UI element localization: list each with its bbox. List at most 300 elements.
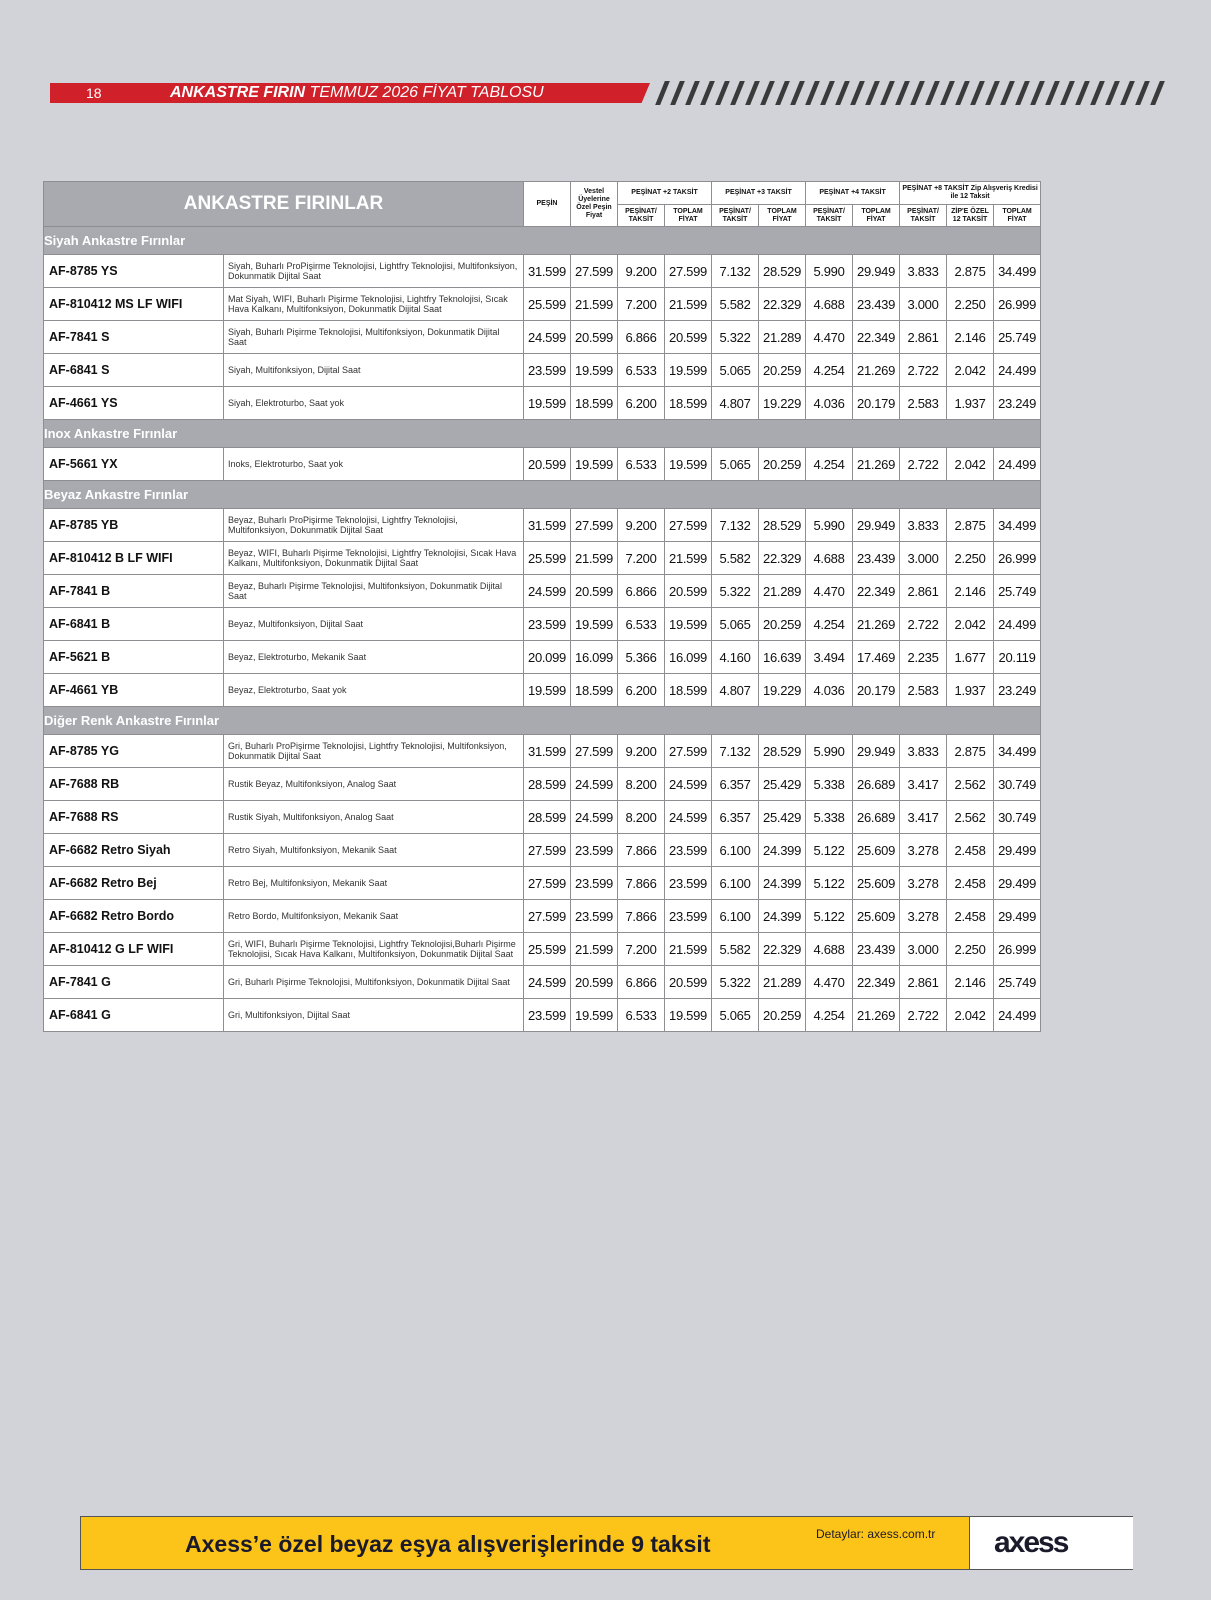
stripe-decoration — [1030, 81, 1045, 105]
price-cell: 30.749 — [994, 801, 1041, 834]
banner-detail: Detaylar: axess.com.tr — [816, 1527, 936, 1541]
price-cell: 24.499 — [994, 999, 1041, 1032]
model-cell: AF-6682 Retro Siyah — [44, 834, 224, 867]
page-number: 18 — [86, 85, 102, 101]
price-cell: 5.122 — [806, 867, 853, 900]
price-cell: 2.458 — [947, 834, 994, 867]
table-row — [44, 575, 1041, 608]
model-cell: AF-7688 RB — [44, 768, 224, 801]
price-cell: 6.200 — [618, 674, 665, 707]
axess-logo-text: axess — [994, 1526, 1068, 1559]
price-cell: 2.562 — [947, 801, 994, 834]
stripe-decoration — [805, 81, 820, 105]
category-title: Beyaz Ankastre Fırınlar — [44, 481, 1041, 509]
price-cell: 24.599 — [571, 801, 618, 834]
price-cell: 28.529 — [759, 255, 806, 288]
price-cell: 1.677 — [947, 641, 994, 674]
table-row — [44, 387, 1041, 420]
price-cell: 21.269 — [853, 999, 900, 1032]
axess-banner — [80, 1516, 1133, 1570]
stripe-decoration — [655, 81, 670, 105]
price-cell: 9.200 — [618, 735, 665, 768]
price-cell: 16.099 — [665, 641, 712, 674]
price-cell: 25.609 — [853, 867, 900, 900]
col-pesin: PEŞİN — [524, 182, 571, 227]
price-cell: 27.599 — [524, 900, 571, 933]
price-cell: 5.122 — [806, 834, 853, 867]
price-cell: 3.417 — [900, 801, 947, 834]
stripe-decoration — [1150, 81, 1165, 105]
banner-text: Axess’e özel beyaz eşya alışverişlerinde 9 taksit — [185, 1531, 711, 1557]
description-cell: Beyaz, WIFI, Buharlı Pişirme Teknolojisi, Lightfry Teknolojisi, Sıcak Hava Kalkanı, Multifonksiyon, Dokunmatik Dijital Saat — [224, 542, 524, 575]
price-cell: 28.529 — [759, 735, 806, 768]
price-cell: 5.366 — [618, 641, 665, 674]
table-row — [44, 255, 1041, 288]
price-cell: 19.599 — [665, 448, 712, 481]
model-cell: AF-6841 B — [44, 608, 224, 641]
price-cell: 6.866 — [618, 321, 665, 354]
price-cell: 27.599 — [665, 735, 712, 768]
table-row — [44, 735, 1041, 768]
price-cell: 18.599 — [665, 387, 712, 420]
table-row — [44, 542, 1041, 575]
col-vestel-price: Vestel Üyelerine Özel Peşin Fiyat — [571, 182, 618, 227]
table-title: ANKASTRE FIRINLAR — [44, 182, 524, 227]
price-cell: 23.439 — [853, 933, 900, 966]
price-cell: 22.329 — [759, 288, 806, 321]
price-cell: 26.999 — [994, 288, 1041, 321]
model-cell: AF-6682 Retro Bej — [44, 867, 224, 900]
price-cell: 5.322 — [712, 575, 759, 608]
stripe-decoration — [940, 81, 955, 105]
price-cell: 29.949 — [853, 509, 900, 542]
price-cell: 4.688 — [806, 542, 853, 575]
stripe-decoration — [1045, 81, 1060, 105]
price-cell: 25.429 — [759, 768, 806, 801]
model-cell: AF-6682 Retro Bordo — [44, 900, 224, 933]
price-cell: 23.599 — [665, 900, 712, 933]
stripe-decoration — [700, 81, 715, 105]
price-cell: 7.132 — [712, 735, 759, 768]
description-cell: Gri, Buharlı ProPişirme Teknolojisi, Lightfry Teknolojisi, Multifonksiyon, Dokunmatik Dijital Saat — [224, 735, 524, 768]
model-cell: AF-6841 G — [44, 999, 224, 1032]
price-cell: 21.269 — [853, 608, 900, 641]
price-cell: 20.259 — [759, 448, 806, 481]
price-cell: 4.688 — [806, 933, 853, 966]
price-cell: 23.599 — [524, 999, 571, 1032]
stripe-decoration — [715, 81, 730, 105]
model-cell: AF-8785 YB — [44, 509, 224, 542]
price-cell: 27.599 — [571, 735, 618, 768]
price-cell: 8.200 — [618, 801, 665, 834]
price-cell: 2.722 — [900, 999, 947, 1032]
price-cell: 27.599 — [665, 509, 712, 542]
stripe-decoration — [670, 81, 685, 105]
price-cell: 4.807 — [712, 674, 759, 707]
description-cell: Siyah, Multifonksiyon, Dijital Saat — [224, 354, 524, 387]
category-title: Diğer Renk Ankastre Fırınlar — [44, 707, 1041, 735]
category-row — [44, 227, 1041, 255]
price-cell: 5.322 — [712, 321, 759, 354]
model-cell: AF-7841 G — [44, 966, 224, 999]
price-cell: 20.259 — [759, 354, 806, 387]
group-3-taksit: PEŞİNAT +3 TAKSİT — [712, 182, 806, 205]
price-cell: 34.499 — [994, 255, 1041, 288]
price-cell: 2.861 — [900, 321, 947, 354]
price-cell: 23.249 — [994, 387, 1041, 420]
price-cell: 6.533 — [618, 999, 665, 1032]
price-cell: 25.429 — [759, 801, 806, 834]
price-cell: 2.583 — [900, 674, 947, 707]
price-cell: 1.937 — [947, 674, 994, 707]
stripe-decoration — [895, 81, 910, 105]
price-cell: 4.688 — [806, 288, 853, 321]
price-cell: 8.200 — [618, 768, 665, 801]
price-cell: 2.042 — [947, 448, 994, 481]
price-cell: 30.749 — [994, 768, 1041, 801]
price-cell: 19.599 — [571, 608, 618, 641]
price-cell: 2.250 — [947, 933, 994, 966]
description-cell: Beyaz, Buharlı Pişirme Teknolojisi, Multifonksiyon, Dokunmatik Dijital Saat — [224, 575, 524, 608]
price-cell: 24.499 — [994, 354, 1041, 387]
price-cell: 27.599 — [524, 834, 571, 867]
description-cell: Siyah, Elektroturbo, Saat yok — [224, 387, 524, 420]
price-cell: 5.582 — [712, 933, 759, 966]
price-cell: 22.349 — [853, 966, 900, 999]
price-cell: 2.458 — [947, 867, 994, 900]
price-cell: 1.937 — [947, 387, 994, 420]
description-cell: Gri, WIFI, Buharlı Pişirme Teknolojisi, Lightfry Teknolojisi,Buharlı Pişirme Teknolojisi, Sıcak Hava Kalkanı, Multifonksiyon, Dokunmatik Dijital Saat — [224, 933, 524, 966]
price-cell: 27.599 — [665, 255, 712, 288]
price-cell: 23.599 — [571, 900, 618, 933]
price-cell: 5.065 — [712, 999, 759, 1032]
page-header — [50, 80, 1162, 106]
price-cell: 4.160 — [712, 641, 759, 674]
table-row — [44, 288, 1041, 321]
description-cell: Mat Siyah, WIFI, Buharlı Pişirme Teknolojisi, Lightfry Teknolojisi, Sıcak Hava Kalkanı, Multifonksiyon, Dokunmatik Dijital Saat — [224, 288, 524, 321]
table-body — [44, 227, 1041, 1032]
price-table — [43, 181, 1041, 1032]
model-cell: AF-810412 B LF WIFI — [44, 542, 224, 575]
price-cell: 26.689 — [853, 768, 900, 801]
model-cell: AF-7841 S — [44, 321, 224, 354]
price-cell: 22.349 — [853, 321, 900, 354]
price-cell: 23.249 — [994, 674, 1041, 707]
stripe-decoration — [925, 81, 940, 105]
price-cell: 3.833 — [900, 735, 947, 768]
price-cell: 23.439 — [853, 288, 900, 321]
description-cell: Retro Siyah, Multifonksiyon, Mekanik Saat — [224, 834, 524, 867]
price-cell: 6.100 — [712, 900, 759, 933]
model-cell: AF-4661 YB — [44, 674, 224, 707]
stripe-decoration — [835, 81, 850, 105]
price-cell: 21.599 — [665, 542, 712, 575]
price-cell: 2.042 — [947, 354, 994, 387]
category-row — [44, 420, 1041, 448]
price-cell: 22.329 — [759, 542, 806, 575]
stripe-decoration — [910, 81, 925, 105]
price-cell: 28.599 — [524, 801, 571, 834]
price-cell: 2.042 — [947, 608, 994, 641]
table-row — [44, 966, 1041, 999]
price-cell: 5.338 — [806, 768, 853, 801]
axess-logo — [969, 1517, 1133, 1569]
price-cell: 2.861 — [900, 575, 947, 608]
stripe-decoration — [820, 81, 835, 105]
table-row — [44, 834, 1041, 867]
price-cell: 3.417 — [900, 768, 947, 801]
description-cell: Gri, Buharlı Pişirme Teknolojisi, Multifonksiyon, Dokunmatik Dijital Saat — [224, 966, 524, 999]
price-cell: 4.807 — [712, 387, 759, 420]
price-cell: 31.599 — [524, 509, 571, 542]
sub-pesinat-3: PEŞİNAT/ TAKSİT — [712, 205, 759, 227]
price-cell: 19.599 — [665, 608, 712, 641]
model-cell: AF-810412 G LF WIFI — [44, 933, 224, 966]
sub-pesinat-8: PEŞİNAT/ TAKSİT — [900, 205, 947, 227]
price-cell: 3.278 — [900, 867, 947, 900]
price-cell: 6.866 — [618, 575, 665, 608]
price-cell: 23.599 — [665, 834, 712, 867]
price-cell: 2.583 — [900, 387, 947, 420]
price-cell: 5.990 — [806, 509, 853, 542]
model-cell: AF-810412 MS LF WIFI — [44, 288, 224, 321]
description-cell: Beyaz, Multifonksiyon, Dijital Saat — [224, 608, 524, 641]
price-cell: 5.990 — [806, 255, 853, 288]
price-cell: 2.250 — [947, 542, 994, 575]
price-cell: 20.599 — [665, 966, 712, 999]
table-row — [44, 354, 1041, 387]
stripe-decoration — [760, 81, 775, 105]
stripe-decoration — [775, 81, 790, 105]
price-cell: 20.179 — [853, 674, 900, 707]
price-cell: 7.200 — [618, 933, 665, 966]
price-cell: 3.494 — [806, 641, 853, 674]
price-cell: 19.229 — [759, 674, 806, 707]
price-cell: 25.749 — [994, 966, 1041, 999]
price-cell: 27.599 — [571, 255, 618, 288]
price-cell: 25.609 — [853, 834, 900, 867]
price-cell: 24.499 — [994, 608, 1041, 641]
price-cell: 5.990 — [806, 735, 853, 768]
price-cell: 24.499 — [994, 448, 1041, 481]
price-cell: 26.999 — [994, 542, 1041, 575]
price-cell: 25.749 — [994, 575, 1041, 608]
price-cell: 24.599 — [524, 575, 571, 608]
price-cell: 21.289 — [759, 575, 806, 608]
price-cell: 2.722 — [900, 448, 947, 481]
stripe-decoration — [745, 81, 760, 105]
price-cell: 6.200 — [618, 387, 665, 420]
stripe-decoration — [730, 81, 745, 105]
sub-pesinat-2: PEŞİNAT/ TAKSİT — [618, 205, 665, 227]
price-cell: 3.000 — [900, 542, 947, 575]
price-cell: 22.329 — [759, 933, 806, 966]
price-cell: 20.599 — [571, 966, 618, 999]
price-cell: 19.599 — [524, 387, 571, 420]
price-cell: 5.065 — [712, 448, 759, 481]
price-cell: 24.399 — [759, 867, 806, 900]
price-cell: 31.599 — [524, 255, 571, 288]
price-cell: 24.599 — [665, 768, 712, 801]
stripe-decoration — [985, 81, 1000, 105]
price-cell: 21.599 — [665, 933, 712, 966]
description-cell: Siyah, Buharlı ProPişirme Teknolojisi, Lightfry Teknolojisi, Multifonksiyon, Dokunmatik Dijital Saat — [224, 255, 524, 288]
description-cell: Beyaz, Buharlı ProPişirme Teknolojisi, Lightfry Teknolojisi, Multifonksiyon, Dokunmatik Dijital Saat — [224, 509, 524, 542]
category-row — [44, 707, 1041, 735]
sub-toplam-3: TOPLAM FİYAT — [759, 205, 806, 227]
price-cell: 3.278 — [900, 900, 947, 933]
price-cell: 2.042 — [947, 999, 994, 1032]
group-2-taksit: PEŞİNAT +2 TAKSİT — [618, 182, 712, 205]
price-cell: 2.250 — [947, 288, 994, 321]
price-cell: 5.122 — [806, 900, 853, 933]
price-cell: 24.599 — [665, 801, 712, 834]
price-cell: 23.599 — [524, 354, 571, 387]
price-cell: 22.349 — [853, 575, 900, 608]
description-cell: Gri, Multifonksiyon, Dijital Saat — [224, 999, 524, 1032]
price-cell: 7.132 — [712, 509, 759, 542]
price-cell: 3.278 — [900, 834, 947, 867]
price-cell: 23.599 — [665, 867, 712, 900]
price-cell: 21.289 — [759, 966, 806, 999]
price-cell: 25.599 — [524, 542, 571, 575]
sub-toplam-4: TOPLAM FİYAT — [853, 205, 900, 227]
price-cell: 5.582 — [712, 288, 759, 321]
stripe-decoration — [1135, 81, 1150, 105]
price-cell: 21.599 — [571, 542, 618, 575]
stripe-decoration — [1060, 81, 1075, 105]
table-row — [44, 867, 1041, 900]
model-cell: AF-5661 YX — [44, 448, 224, 481]
price-cell: 24.399 — [759, 900, 806, 933]
description-cell: Retro Bordo, Multifonksiyon, Mekanik Saat — [224, 900, 524, 933]
model-cell: AF-8785 YS — [44, 255, 224, 288]
table-row — [44, 608, 1041, 641]
description-cell: Retro Bej, Multifonksiyon, Mekanik Saat — [224, 867, 524, 900]
stripe-decoration — [1000, 81, 1015, 105]
stripe-decoration — [685, 81, 700, 105]
price-cell: 5.338 — [806, 801, 853, 834]
sub-pesinat-4: PEŞİNAT/ TAKSİT — [806, 205, 853, 227]
price-cell: 20.119 — [994, 641, 1041, 674]
price-cell: 23.599 — [571, 867, 618, 900]
price-cell: 23.439 — [853, 542, 900, 575]
price-cell: 19.599 — [665, 354, 712, 387]
price-cell: 24.399 — [759, 834, 806, 867]
price-cell: 2.875 — [947, 735, 994, 768]
group-8-taksit: PEŞİNAT +8 TAKSİT Zip Alışveriş Kredisi ile 12 Taksit — [900, 182, 1041, 205]
price-cell: 29.499 — [994, 900, 1041, 933]
table-row — [44, 768, 1041, 801]
sub-zip-12: ZİP'E ÖZEL 12 TAKSİT — [947, 205, 994, 227]
model-cell: AF-8785 YG — [44, 735, 224, 768]
price-cell: 27.599 — [524, 867, 571, 900]
sub-toplam-2: TOPLAM FİYAT — [665, 205, 712, 227]
price-cell: 29.949 — [853, 255, 900, 288]
group-4-taksit: PEŞİNAT +4 TAKSİT — [806, 182, 900, 205]
price-cell: 23.599 — [571, 834, 618, 867]
price-cell: 2.458 — [947, 900, 994, 933]
price-cell: 19.599 — [571, 354, 618, 387]
model-cell: AF-7841 B — [44, 575, 224, 608]
price-cell: 26.689 — [853, 801, 900, 834]
price-cell: 25.599 — [524, 288, 571, 321]
price-cell: 2.861 — [900, 966, 947, 999]
price-cell: 2.146 — [947, 575, 994, 608]
price-cell: 6.357 — [712, 768, 759, 801]
price-cell: 4.254 — [806, 999, 853, 1032]
price-cell: 3.833 — [900, 509, 947, 542]
price-cell: 6.533 — [618, 354, 665, 387]
sub-toplam-8: TOPLAM FİYAT — [994, 205, 1041, 227]
price-cell: 6.866 — [618, 966, 665, 999]
price-cell: 19.599 — [571, 999, 618, 1032]
stripe-decoration — [955, 81, 970, 105]
price-cell: 21.289 — [759, 321, 806, 354]
description-cell: Rustik Siyah, Multifonksiyon, Analog Saat — [224, 801, 524, 834]
price-cell: 3.833 — [900, 255, 947, 288]
price-cell: 29.499 — [994, 834, 1041, 867]
price-cell: 19.599 — [524, 674, 571, 707]
price-cell: 7.200 — [618, 542, 665, 575]
price-cell: 34.499 — [994, 735, 1041, 768]
stripe-decoration — [1105, 81, 1120, 105]
price-cell: 7.200 — [618, 288, 665, 321]
description-cell: Siyah, Buharlı Pişirme Teknolojisi, Multifonksiyon, Dokunmatik Dijital Saat — [224, 321, 524, 354]
price-cell: 25.609 — [853, 900, 900, 933]
price-cell: 27.599 — [571, 509, 618, 542]
price-cell: 4.254 — [806, 608, 853, 641]
price-cell: 21.269 — [853, 448, 900, 481]
price-cell: 21.269 — [853, 354, 900, 387]
description-cell: Rustik Beyaz, Multifonksiyon, Analog Saat — [224, 768, 524, 801]
price-cell: 4.036 — [806, 387, 853, 420]
description-cell: Beyaz, Elektroturbo, Mekanik Saat — [224, 641, 524, 674]
stripe-decoration — [1120, 81, 1135, 105]
price-cell: 2.146 — [947, 321, 994, 354]
price-cell: 20.599 — [524, 448, 571, 481]
price-cell: 16.099 — [571, 641, 618, 674]
price-cell: 20.259 — [759, 999, 806, 1032]
price-cell: 2.875 — [947, 509, 994, 542]
price-cell: 31.599 — [524, 735, 571, 768]
price-cell: 19.229 — [759, 387, 806, 420]
price-cell: 5.322 — [712, 966, 759, 999]
stripe-decoration — [880, 81, 895, 105]
price-cell: 25.599 — [524, 933, 571, 966]
price-cell: 2.235 — [900, 641, 947, 674]
price-cell: 6.357 — [712, 801, 759, 834]
model-cell: AF-5621 B — [44, 641, 224, 674]
category-title: Inox Ankastre Fırınlar — [44, 420, 1041, 448]
price-cell: 2.875 — [947, 255, 994, 288]
price-cell: 2.722 — [900, 354, 947, 387]
price-cell: 6.533 — [618, 608, 665, 641]
price-cell: 9.200 — [618, 509, 665, 542]
price-cell: 21.599 — [665, 288, 712, 321]
price-cell: 19.599 — [665, 999, 712, 1032]
price-cell: 20.179 — [853, 387, 900, 420]
price-cell: 28.599 — [524, 768, 571, 801]
model-cell: AF-6841 S — [44, 354, 224, 387]
price-cell: 7.866 — [618, 900, 665, 933]
stripe-decoration — [970, 81, 985, 105]
price-cell: 2.146 — [947, 966, 994, 999]
price-cell: 20.599 — [571, 575, 618, 608]
model-cell: AF-7688 RS — [44, 801, 224, 834]
price-cell: 3.000 — [900, 933, 947, 966]
price-cell: 29.949 — [853, 735, 900, 768]
